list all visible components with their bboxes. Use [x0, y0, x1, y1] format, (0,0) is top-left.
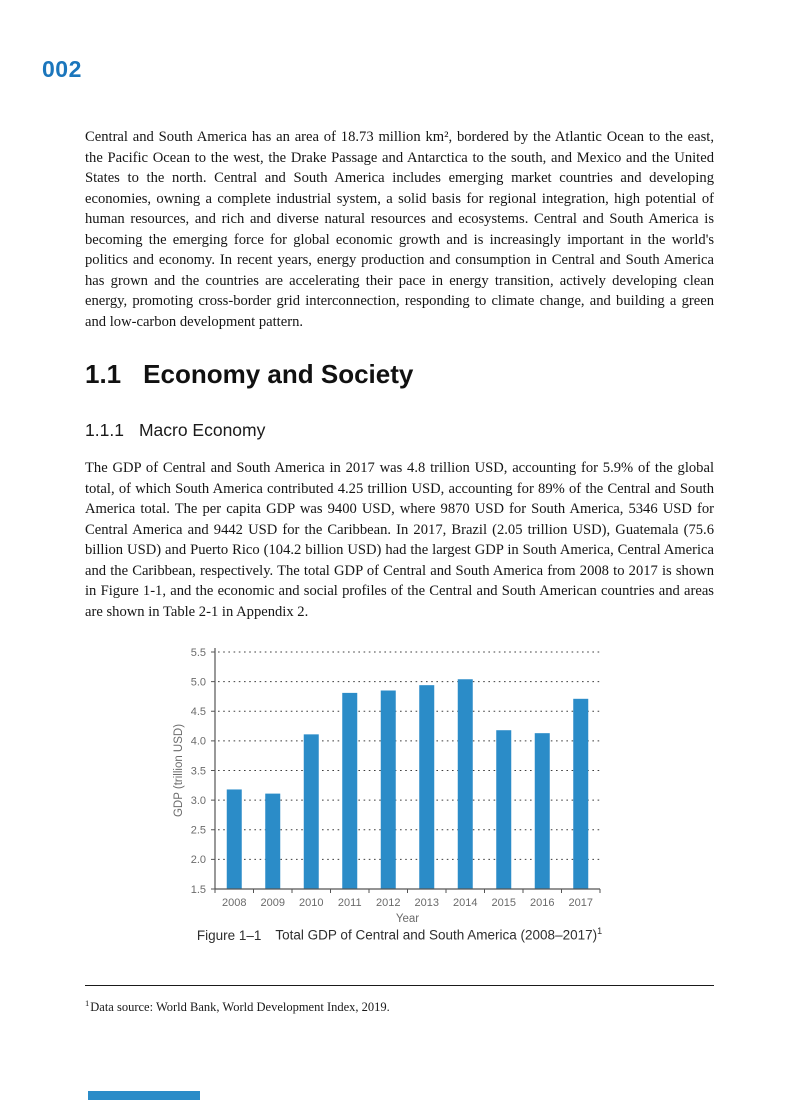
footnote: [85, 998, 714, 1015]
subsection-heading: [85, 420, 265, 441]
svg-text:2010: 2010: [299, 897, 324, 909]
svg-text:2015: 2015: [491, 897, 516, 909]
svg-text:5.0: 5.0: [190, 676, 206, 689]
svg-text:5.5: 5.5: [190, 646, 206, 659]
svg-text:4.0: 4.0: [190, 735, 206, 748]
svg-text:2013: 2013: [414, 897, 439, 909]
svg-text:2009: 2009: [260, 897, 285, 909]
svg-text:2012: 2012: [376, 897, 401, 909]
figure-gdp-chart: [170, 636, 640, 932]
section-number: 1.1: [85, 359, 122, 389]
section-title: Economy and Society: [143, 359, 414, 389]
svg-text:2.5: 2.5: [190, 824, 206, 837]
svg-text:Year: Year: [395, 913, 420, 925]
figure-caption-footnote-ref: 1: [597, 926, 603, 936]
footnote-text: Data source: World Bank, World Development Index, 2019.: [90, 1000, 390, 1015]
gdp-bar-chart: [170, 636, 640, 932]
svg-text:3.5: 3.5: [190, 765, 206, 778]
svg-text:3.0: 3.0: [190, 794, 206, 807]
figure-caption: [85, 926, 714, 943]
subsection-title: Macro Economy: [138, 420, 266, 440]
footnote-ref: 1: [85, 998, 90, 1008]
figure-caption-label: Figure 1–1: [196, 927, 262, 943]
svg-text:2011: 2011: [337, 897, 362, 909]
svg-text:2014: 2014: [453, 897, 478, 909]
svg-text:GDP (trillion USD): GDP (trillion USD): [173, 723, 185, 818]
macro-economy-paragraph: The GDP of Central and South America in 2017 was 4.8 trillion USD, accounting for 5.9% of the global total, of which South America contributed 4.25 trillion USD, accounting for 89% of the Central and South America total. The per capita GDP was 9400 USD, where 9870 USD for South America, 5346 USD for Central America and 9442 USD for the Caribbean. In 2017, Brazil (2.05 trillion USD), Guatemala (75.6 billion USD) and Puerto Rico (104.2 billion USD) had the largest GDP in South America, Central America and the Caribbean, respectively. The total GDP of Central and South America from 2008 to 2017 is shown in Figure 1-1, and the economic and social profiles of the Central and South American countries and areas are shown in Table 2-1 in Appendix 2.: [85, 460, 714, 620]
figure-caption-text: Total GDP of Central and South America (2008–2017): [275, 927, 598, 943]
intro-paragraph: Central and South America has an area of 18.73 million km², bordered by the Atlantic Ocean to the east, the Pacific Ocean to the west, the Drake Passage and Antarctica to the south, and Mexico and the United States to the north. Central and South America includes emerging market countries and developing economies, owning a complete industrial system, a solid basis for regional integration, high potential of human resources, and rich and diverse natural resources and ecosystems. Central and South America is becoming the emerging force for global economic growth and is increasingly important in the world's politics and economy. In recent years, energy production and consumption in Central and South America has grown and the countries are accelerating their pace in energy transition, actively developing clean energy, promoting cross-border grid interconnection, responding to climate change, and building a green and low-carbon development pattern.: [85, 129, 714, 330]
svg-text:2.0: 2.0: [190, 854, 206, 867]
svg-text:4.5: 4.5: [190, 706, 206, 719]
page-number: 002: [42, 56, 82, 82]
svg-text:2008: 2008: [222, 897, 247, 909]
svg-text:2017: 2017: [568, 897, 593, 909]
svg-text:2016: 2016: [530, 897, 555, 909]
svg-text:1.5: 1.5: [190, 883, 206, 896]
footer-accent-bar: [88, 1091, 200, 1100]
subsection-number: 1.1.1: [85, 420, 124, 440]
section-heading: [85, 359, 413, 390]
footnote-divider: [85, 985, 714, 986]
